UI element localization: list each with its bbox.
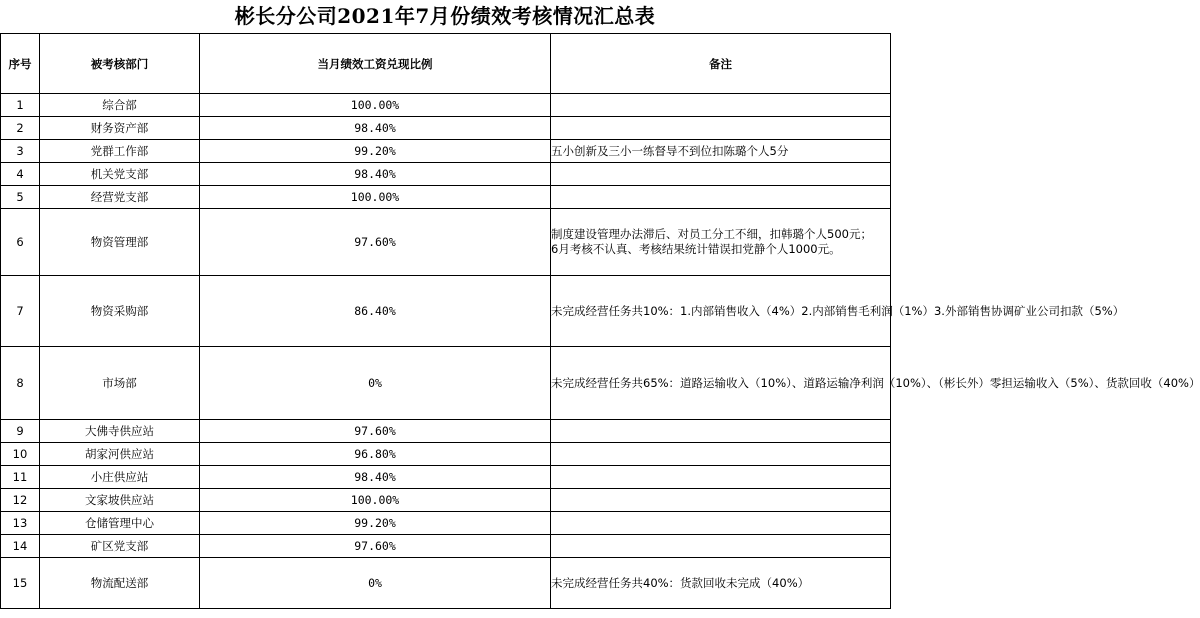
table-row bbox=[1, 420, 891, 443]
header-ratio[interactable]: 当月绩效工资兑现比例 bbox=[200, 34, 551, 94]
cell-seq[interactable]: 5 bbox=[1, 186, 40, 209]
table-row bbox=[1, 512, 891, 535]
table-row bbox=[1, 209, 891, 276]
cell-ratio[interactable]: 100.00% bbox=[200, 489, 551, 512]
cell-dept[interactable]: 市场部 bbox=[40, 347, 200, 420]
cell-seq[interactable]: 3 bbox=[1, 140, 40, 163]
cell-seq[interactable]: 12 bbox=[1, 489, 40, 512]
cell-seq[interactable]: 9 bbox=[1, 420, 40, 443]
table-row bbox=[1, 443, 891, 466]
cell-note[interactable] bbox=[551, 163, 891, 186]
cell-note-text: 制度建设管理办法滞后、对员工分工不细，扣韩璐个人500元； 6月考核不认真、考核结果统计错误扣党静个人1000元。 bbox=[551, 227, 872, 256]
cell-note[interactable]: 未完成经营任务共65%：道路运输收入（10%）、道路运输净利润（10%）、（彬长外）零担运输收入（5%）、货款回收（40%） bbox=[551, 347, 891, 420]
cell-seq[interactable]: 10 bbox=[1, 443, 40, 466]
cell-ratio[interactable]: 97.60% bbox=[200, 535, 551, 558]
cell-seq[interactable]: 1 bbox=[1, 94, 40, 117]
cell-note[interactable]: 未完成经营任务共10%：1.内部销售收入（4%）2.内部销售毛利润（1%）3.外部销售协调矿业公司扣款（5%） bbox=[551, 276, 891, 347]
cell-dept[interactable]: 党群工作部 bbox=[40, 140, 200, 163]
table-row bbox=[1, 347, 891, 420]
header-note[interactable]: 备注 bbox=[551, 34, 891, 94]
cell-note[interactable] bbox=[551, 94, 891, 117]
cell-seq[interactable]: 15 bbox=[1, 558, 40, 609]
cell-ratio[interactable]: 99.20% bbox=[200, 140, 551, 163]
table-row bbox=[1, 466, 891, 489]
cell-dept[interactable]: 物资采购部 bbox=[40, 276, 200, 347]
cell-note[interactable] bbox=[551, 209, 891, 276]
cell-ratio[interactable]: 98.40% bbox=[200, 466, 551, 489]
cell-dept[interactable]: 胡家河供应站 bbox=[40, 443, 200, 466]
cell-dept[interactable]: 文家坡供应站 bbox=[40, 489, 200, 512]
cell-dept[interactable]: 小庄供应站 bbox=[40, 466, 200, 489]
cell-dept[interactable]: 机关党支部 bbox=[40, 163, 200, 186]
table-row bbox=[1, 140, 891, 163]
cell-ratio[interactable]: 100.00% bbox=[200, 94, 551, 117]
cell-note[interactable] bbox=[551, 466, 891, 489]
cell-note[interactable]: 五小创新及三小一练督导不到位扣陈璐个人5分 bbox=[551, 140, 891, 163]
cell-note[interactable] bbox=[551, 489, 891, 512]
cell-seq[interactable]: 4 bbox=[1, 163, 40, 186]
cell-seq[interactable]: 14 bbox=[1, 535, 40, 558]
cell-note[interactable] bbox=[551, 420, 891, 443]
cell-ratio[interactable]: 100.00% bbox=[200, 186, 551, 209]
sheet-title: 彬长分公司2021年7月份绩效考核情况汇总表 bbox=[234, 4, 656, 28]
table-row bbox=[1, 276, 891, 347]
cell-dept[interactable]: 大佛寺供应站 bbox=[40, 420, 200, 443]
summary-table bbox=[0, 33, 1200, 609]
cell-ratio[interactable]: 98.40% bbox=[200, 117, 551, 140]
cell-seq[interactable]: 6 bbox=[1, 209, 40, 276]
cell-note[interactable] bbox=[551, 443, 891, 466]
table-row bbox=[1, 94, 891, 117]
cell-note[interactable]: 未完成经营任务共40%：货款回收未完成（40%） bbox=[551, 558, 891, 609]
cell-seq[interactable]: 2 bbox=[1, 117, 40, 140]
cell-seq[interactable]: 7 bbox=[1, 276, 40, 347]
table-row bbox=[1, 186, 891, 209]
cell-ratio[interactable]: 98.40% bbox=[200, 163, 551, 186]
table-row bbox=[1, 117, 891, 140]
cell-dept[interactable]: 财务资产部 bbox=[40, 117, 200, 140]
cell-note[interactable] bbox=[551, 535, 891, 558]
cell-ratio[interactable]: 0% bbox=[200, 558, 551, 609]
cell-ratio[interactable]: 97.60% bbox=[200, 420, 551, 443]
cell-seq[interactable]: 11 bbox=[1, 466, 40, 489]
cell-ratio[interactable]: 86.40% bbox=[200, 276, 551, 347]
cell-note[interactable] bbox=[551, 512, 891, 535]
cell-dept[interactable]: 物流配送部 bbox=[40, 558, 200, 609]
cell-ratio[interactable]: 0% bbox=[200, 347, 551, 420]
cell-seq[interactable]: 8 bbox=[1, 347, 40, 420]
table-row bbox=[1, 535, 891, 558]
cell-dept[interactable]: 综合部 bbox=[40, 94, 200, 117]
cell-ratio[interactable]: 96.80% bbox=[200, 443, 551, 466]
cell-note[interactable] bbox=[551, 186, 891, 209]
table-row bbox=[1, 489, 891, 512]
cell-ratio[interactable]: 97.60% bbox=[200, 209, 551, 276]
cell-dept[interactable]: 物资管理部 bbox=[40, 209, 200, 276]
table-row bbox=[1, 163, 891, 186]
table-row bbox=[1, 558, 891, 609]
cell-dept[interactable]: 仓储管理中心 bbox=[40, 512, 200, 535]
cell-ratio[interactable]: 99.20% bbox=[200, 512, 551, 535]
cell-dept[interactable]: 矿区党支部 bbox=[40, 535, 200, 558]
cell-seq[interactable]: 13 bbox=[1, 512, 40, 535]
header-seq[interactable]: 序号 bbox=[1, 34, 40, 94]
cell-dept[interactable]: 经营党支部 bbox=[40, 186, 200, 209]
header-row bbox=[1, 34, 891, 94]
cell-note[interactable] bbox=[551, 117, 891, 140]
header-dept[interactable]: 被考核部门 bbox=[40, 34, 200, 94]
